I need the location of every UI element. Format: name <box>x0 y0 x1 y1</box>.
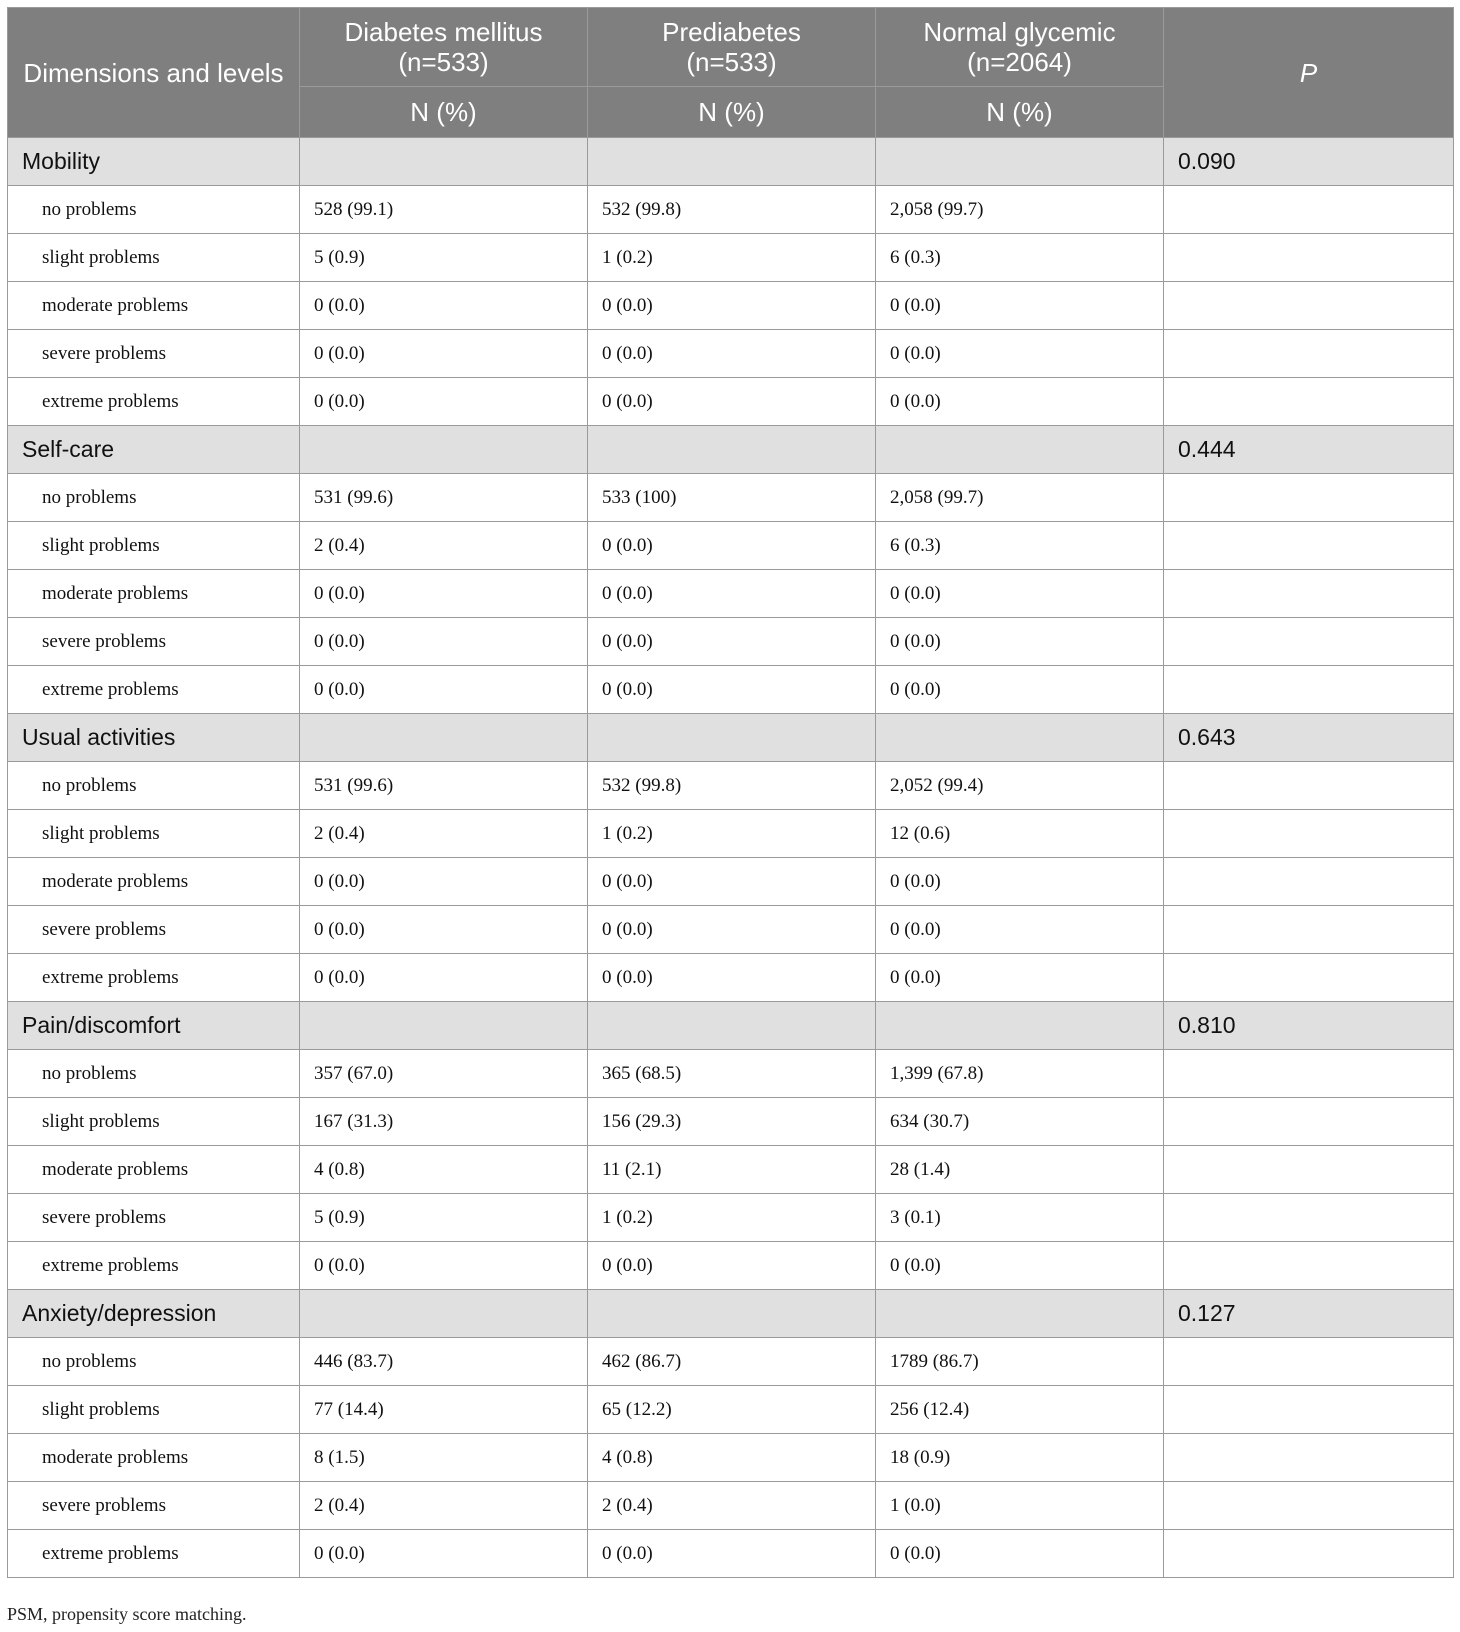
level-name: moderate problems <box>8 858 300 906</box>
normal-value: 2,058 (99.7) <box>876 186 1164 234</box>
normal-value: 6 (0.3) <box>876 522 1164 570</box>
level-name: slight problems <box>8 810 300 858</box>
diabetes-value: 528 (99.1) <box>300 186 588 234</box>
diabetes-value: 0 (0.0) <box>300 618 588 666</box>
empty-cell <box>1164 762 1454 810</box>
dimension-row <box>8 426 1454 474</box>
dimension-name: Self-care <box>8 426 300 474</box>
level-row <box>8 858 1454 906</box>
prediabetes-value: 11 (2.1) <box>588 1146 876 1194</box>
table-body <box>8 138 1454 1578</box>
empty-cell <box>1164 618 1454 666</box>
normal-value: 0 (0.0) <box>876 378 1164 426</box>
prediabetes-value: 0 (0.0) <box>588 1530 876 1578</box>
header-p-value: P <box>1164 8 1454 138</box>
level-name: moderate problems <box>8 1434 300 1482</box>
level-name: no problems <box>8 474 300 522</box>
table-header <box>8 8 1454 138</box>
empty-cell <box>300 1290 588 1338</box>
prediabetes-value: 532 (99.8) <box>588 762 876 810</box>
diabetes-value: 0 (0.0) <box>300 1242 588 1290</box>
level-name: slight problems <box>8 1386 300 1434</box>
empty-cell <box>300 1002 588 1050</box>
prediabetes-value: 1 (0.2) <box>588 234 876 282</box>
prediabetes-value: 0 (0.0) <box>588 330 876 378</box>
prediabetes-value: 0 (0.0) <box>588 378 876 426</box>
normal-value: 1,399 (67.8) <box>876 1050 1164 1098</box>
level-row <box>8 954 1454 1002</box>
level-name: no problems <box>8 762 300 810</box>
level-row <box>8 1386 1454 1434</box>
group-name: Prediabetes <box>662 17 801 47</box>
level-name: extreme problems <box>8 1530 300 1578</box>
diabetes-value: 0 (0.0) <box>300 906 588 954</box>
dimension-name: Pain/discomfort <box>8 1002 300 1050</box>
empty-cell <box>1164 1386 1454 1434</box>
level-row <box>8 1098 1454 1146</box>
dimension-row <box>8 714 1454 762</box>
level-name: slight problems <box>8 234 300 282</box>
normal-value: 0 (0.0) <box>876 858 1164 906</box>
level-row <box>8 762 1454 810</box>
level-row <box>8 1530 1454 1578</box>
level-row <box>8 1482 1454 1530</box>
normal-value: 0 (0.0) <box>876 906 1164 954</box>
empty-cell <box>300 426 588 474</box>
normal-value: 0 (0.0) <box>876 954 1164 1002</box>
empty-cell <box>1164 570 1454 618</box>
prediabetes-value: 0 (0.0) <box>588 570 876 618</box>
dimension-name: Mobility <box>8 138 300 186</box>
level-row <box>8 906 1454 954</box>
dimension-name: Usual activities <box>8 714 300 762</box>
normal-value: 2,058 (99.7) <box>876 474 1164 522</box>
header-sub-prediabetes: N (%) <box>588 87 876 138</box>
diabetes-value: 167 (31.3) <box>300 1098 588 1146</box>
header-group-prediabetes <box>588 8 876 87</box>
diabetes-value: 2 (0.4) <box>300 1482 588 1530</box>
header-dimensions: Dimensions and levels <box>8 8 300 138</box>
empty-cell <box>588 426 876 474</box>
header-sub-diabetes: N (%) <box>300 87 588 138</box>
header-group-normal <box>876 8 1164 87</box>
group-n: (n=533) <box>686 47 777 77</box>
diabetes-value: 4 (0.8) <box>300 1146 588 1194</box>
diabetes-value: 5 (0.9) <box>300 1194 588 1242</box>
empty-cell <box>300 138 588 186</box>
normal-value: 6 (0.3) <box>876 234 1164 282</box>
diabetes-value: 2 (0.4) <box>300 522 588 570</box>
level-row <box>8 1050 1454 1098</box>
prediabetes-value: 65 (12.2) <box>588 1386 876 1434</box>
level-row <box>8 666 1454 714</box>
normal-value: 1789 (86.7) <box>876 1338 1164 1386</box>
prediabetes-value: 533 (100) <box>588 474 876 522</box>
group-n: (n=533) <box>398 47 489 77</box>
prediabetes-value: 0 (0.0) <box>588 858 876 906</box>
diabetes-value: 0 (0.0) <box>300 666 588 714</box>
level-row <box>8 330 1454 378</box>
level-row <box>8 186 1454 234</box>
level-row <box>8 570 1454 618</box>
empty-cell <box>1164 234 1454 282</box>
normal-value: 0 (0.0) <box>876 1530 1164 1578</box>
level-row <box>8 1146 1454 1194</box>
empty-cell <box>1164 858 1454 906</box>
level-row <box>8 810 1454 858</box>
level-name: no problems <box>8 1338 300 1386</box>
empty-cell <box>876 1002 1164 1050</box>
normal-value: 0 (0.0) <box>876 570 1164 618</box>
diabetes-value: 531 (99.6) <box>300 474 588 522</box>
diabetes-value: 446 (83.7) <box>300 1338 588 1386</box>
level-row <box>8 282 1454 330</box>
level-row <box>8 1242 1454 1290</box>
level-name: no problems <box>8 186 300 234</box>
normal-value: 1 (0.0) <box>876 1482 1164 1530</box>
prediabetes-value: 0 (0.0) <box>588 282 876 330</box>
empty-cell <box>300 714 588 762</box>
empty-cell <box>1164 810 1454 858</box>
eq5d-table <box>7 7 1454 1578</box>
dimension-row <box>8 138 1454 186</box>
normal-value: 0 (0.0) <box>876 282 1164 330</box>
table-footnote: PSM, propensity score matching. <box>7 1604 247 1624</box>
level-row <box>8 474 1454 522</box>
level-row <box>8 1338 1454 1386</box>
p-value: 0.444 <box>1164 426 1454 474</box>
level-name: slight problems <box>8 1098 300 1146</box>
empty-cell <box>588 138 876 186</box>
empty-cell <box>1164 1242 1454 1290</box>
empty-cell <box>1164 522 1454 570</box>
prediabetes-value: 0 (0.0) <box>588 522 876 570</box>
normal-value: 12 (0.6) <box>876 810 1164 858</box>
group-name: Normal glycemic <box>923 17 1116 47</box>
prediabetes-value: 462 (86.7) <box>588 1338 876 1386</box>
normal-value: 3 (0.1) <box>876 1194 1164 1242</box>
header-group-diabetes <box>300 8 588 87</box>
normal-value: 0 (0.0) <box>876 618 1164 666</box>
prediabetes-value: 0 (0.0) <box>588 906 876 954</box>
p-value: 0.810 <box>1164 1002 1454 1050</box>
level-name: severe problems <box>8 330 300 378</box>
empty-cell <box>1164 1098 1454 1146</box>
normal-value: 0 (0.0) <box>876 1242 1164 1290</box>
level-name: extreme problems <box>8 1242 300 1290</box>
prediabetes-value: 0 (0.0) <box>588 954 876 1002</box>
normal-value: 0 (0.0) <box>876 330 1164 378</box>
empty-cell <box>1164 186 1454 234</box>
empty-cell <box>1164 666 1454 714</box>
prediabetes-value: 1 (0.2) <box>588 1194 876 1242</box>
diabetes-value: 2 (0.4) <box>300 810 588 858</box>
level-name: extreme problems <box>8 666 300 714</box>
level-name: extreme problems <box>8 378 300 426</box>
empty-cell <box>1164 1482 1454 1530</box>
normal-value: 634 (30.7) <box>876 1098 1164 1146</box>
diabetes-value: 0 (0.0) <box>300 858 588 906</box>
p-value: 0.643 <box>1164 714 1454 762</box>
level-row <box>8 1434 1454 1482</box>
empty-cell <box>588 1002 876 1050</box>
normal-value: 18 (0.9) <box>876 1434 1164 1482</box>
prediabetes-value: 1 (0.2) <box>588 810 876 858</box>
p-value: 0.127 <box>1164 1290 1454 1338</box>
diabetes-value: 0 (0.0) <box>300 954 588 1002</box>
diabetes-value: 0 (0.0) <box>300 570 588 618</box>
empty-cell <box>876 426 1164 474</box>
empty-cell <box>1164 954 1454 1002</box>
diabetes-value: 0 (0.0) <box>300 282 588 330</box>
level-row <box>8 378 1454 426</box>
dimension-name: Anxiety/depression <box>8 1290 300 1338</box>
empty-cell <box>1164 330 1454 378</box>
prediabetes-value: 0 (0.0) <box>588 666 876 714</box>
empty-cell <box>1164 1050 1454 1098</box>
empty-cell <box>1164 1338 1454 1386</box>
diabetes-value: 0 (0.0) <box>300 330 588 378</box>
level-name: moderate problems <box>8 282 300 330</box>
level-row <box>8 1194 1454 1242</box>
empty-cell <box>1164 474 1454 522</box>
empty-cell <box>1164 1194 1454 1242</box>
diabetes-value: 357 (67.0) <box>300 1050 588 1098</box>
empty-cell <box>1164 282 1454 330</box>
diabetes-value: 8 (1.5) <box>300 1434 588 1482</box>
empty-cell <box>876 1290 1164 1338</box>
level-row <box>8 522 1454 570</box>
empty-cell <box>588 1290 876 1338</box>
level-name: severe problems <box>8 1194 300 1242</box>
level-row <box>8 618 1454 666</box>
diabetes-value: 5 (0.9) <box>300 234 588 282</box>
level-name: severe problems <box>8 618 300 666</box>
level-name: moderate problems <box>8 570 300 618</box>
level-name: slight problems <box>8 522 300 570</box>
prediabetes-value: 532 (99.8) <box>588 186 876 234</box>
level-name: extreme problems <box>8 954 300 1002</box>
normal-value: 256 (12.4) <box>876 1386 1164 1434</box>
level-row <box>8 234 1454 282</box>
empty-cell <box>876 714 1164 762</box>
table-container <box>7 7 1453 1578</box>
diabetes-value: 0 (0.0) <box>300 1530 588 1578</box>
level-name: moderate problems <box>8 1146 300 1194</box>
prediabetes-value: 156 (29.3) <box>588 1098 876 1146</box>
level-name: no problems <box>8 1050 300 1098</box>
empty-cell <box>588 714 876 762</box>
empty-cell <box>1164 1530 1454 1578</box>
header-sub-normal: N (%) <box>876 87 1164 138</box>
prediabetes-value: 0 (0.0) <box>588 1242 876 1290</box>
prediabetes-value: 4 (0.8) <box>588 1434 876 1482</box>
group-n: (n=2064) <box>967 47 1072 77</box>
diabetes-value: 0 (0.0) <box>300 378 588 426</box>
dimension-row <box>8 1002 1454 1050</box>
normal-value: 28 (1.4) <box>876 1146 1164 1194</box>
prediabetes-value: 0 (0.0) <box>588 618 876 666</box>
prediabetes-value: 365 (68.5) <box>588 1050 876 1098</box>
empty-cell <box>1164 1434 1454 1482</box>
prediabetes-value: 2 (0.4) <box>588 1482 876 1530</box>
diabetes-value: 77 (14.4) <box>300 1386 588 1434</box>
diabetes-value: 531 (99.6) <box>300 762 588 810</box>
empty-cell <box>1164 1146 1454 1194</box>
normal-value: 0 (0.0) <box>876 666 1164 714</box>
level-name: severe problems <box>8 906 300 954</box>
empty-cell <box>1164 906 1454 954</box>
level-name: severe problems <box>8 1482 300 1530</box>
normal-value: 2,052 (99.4) <box>876 762 1164 810</box>
group-name: Diabetes mellitus <box>344 17 543 47</box>
dimension-row <box>8 1290 1454 1338</box>
empty-cell <box>1164 378 1454 426</box>
empty-cell <box>876 138 1164 186</box>
p-value: 0.090 <box>1164 138 1454 186</box>
